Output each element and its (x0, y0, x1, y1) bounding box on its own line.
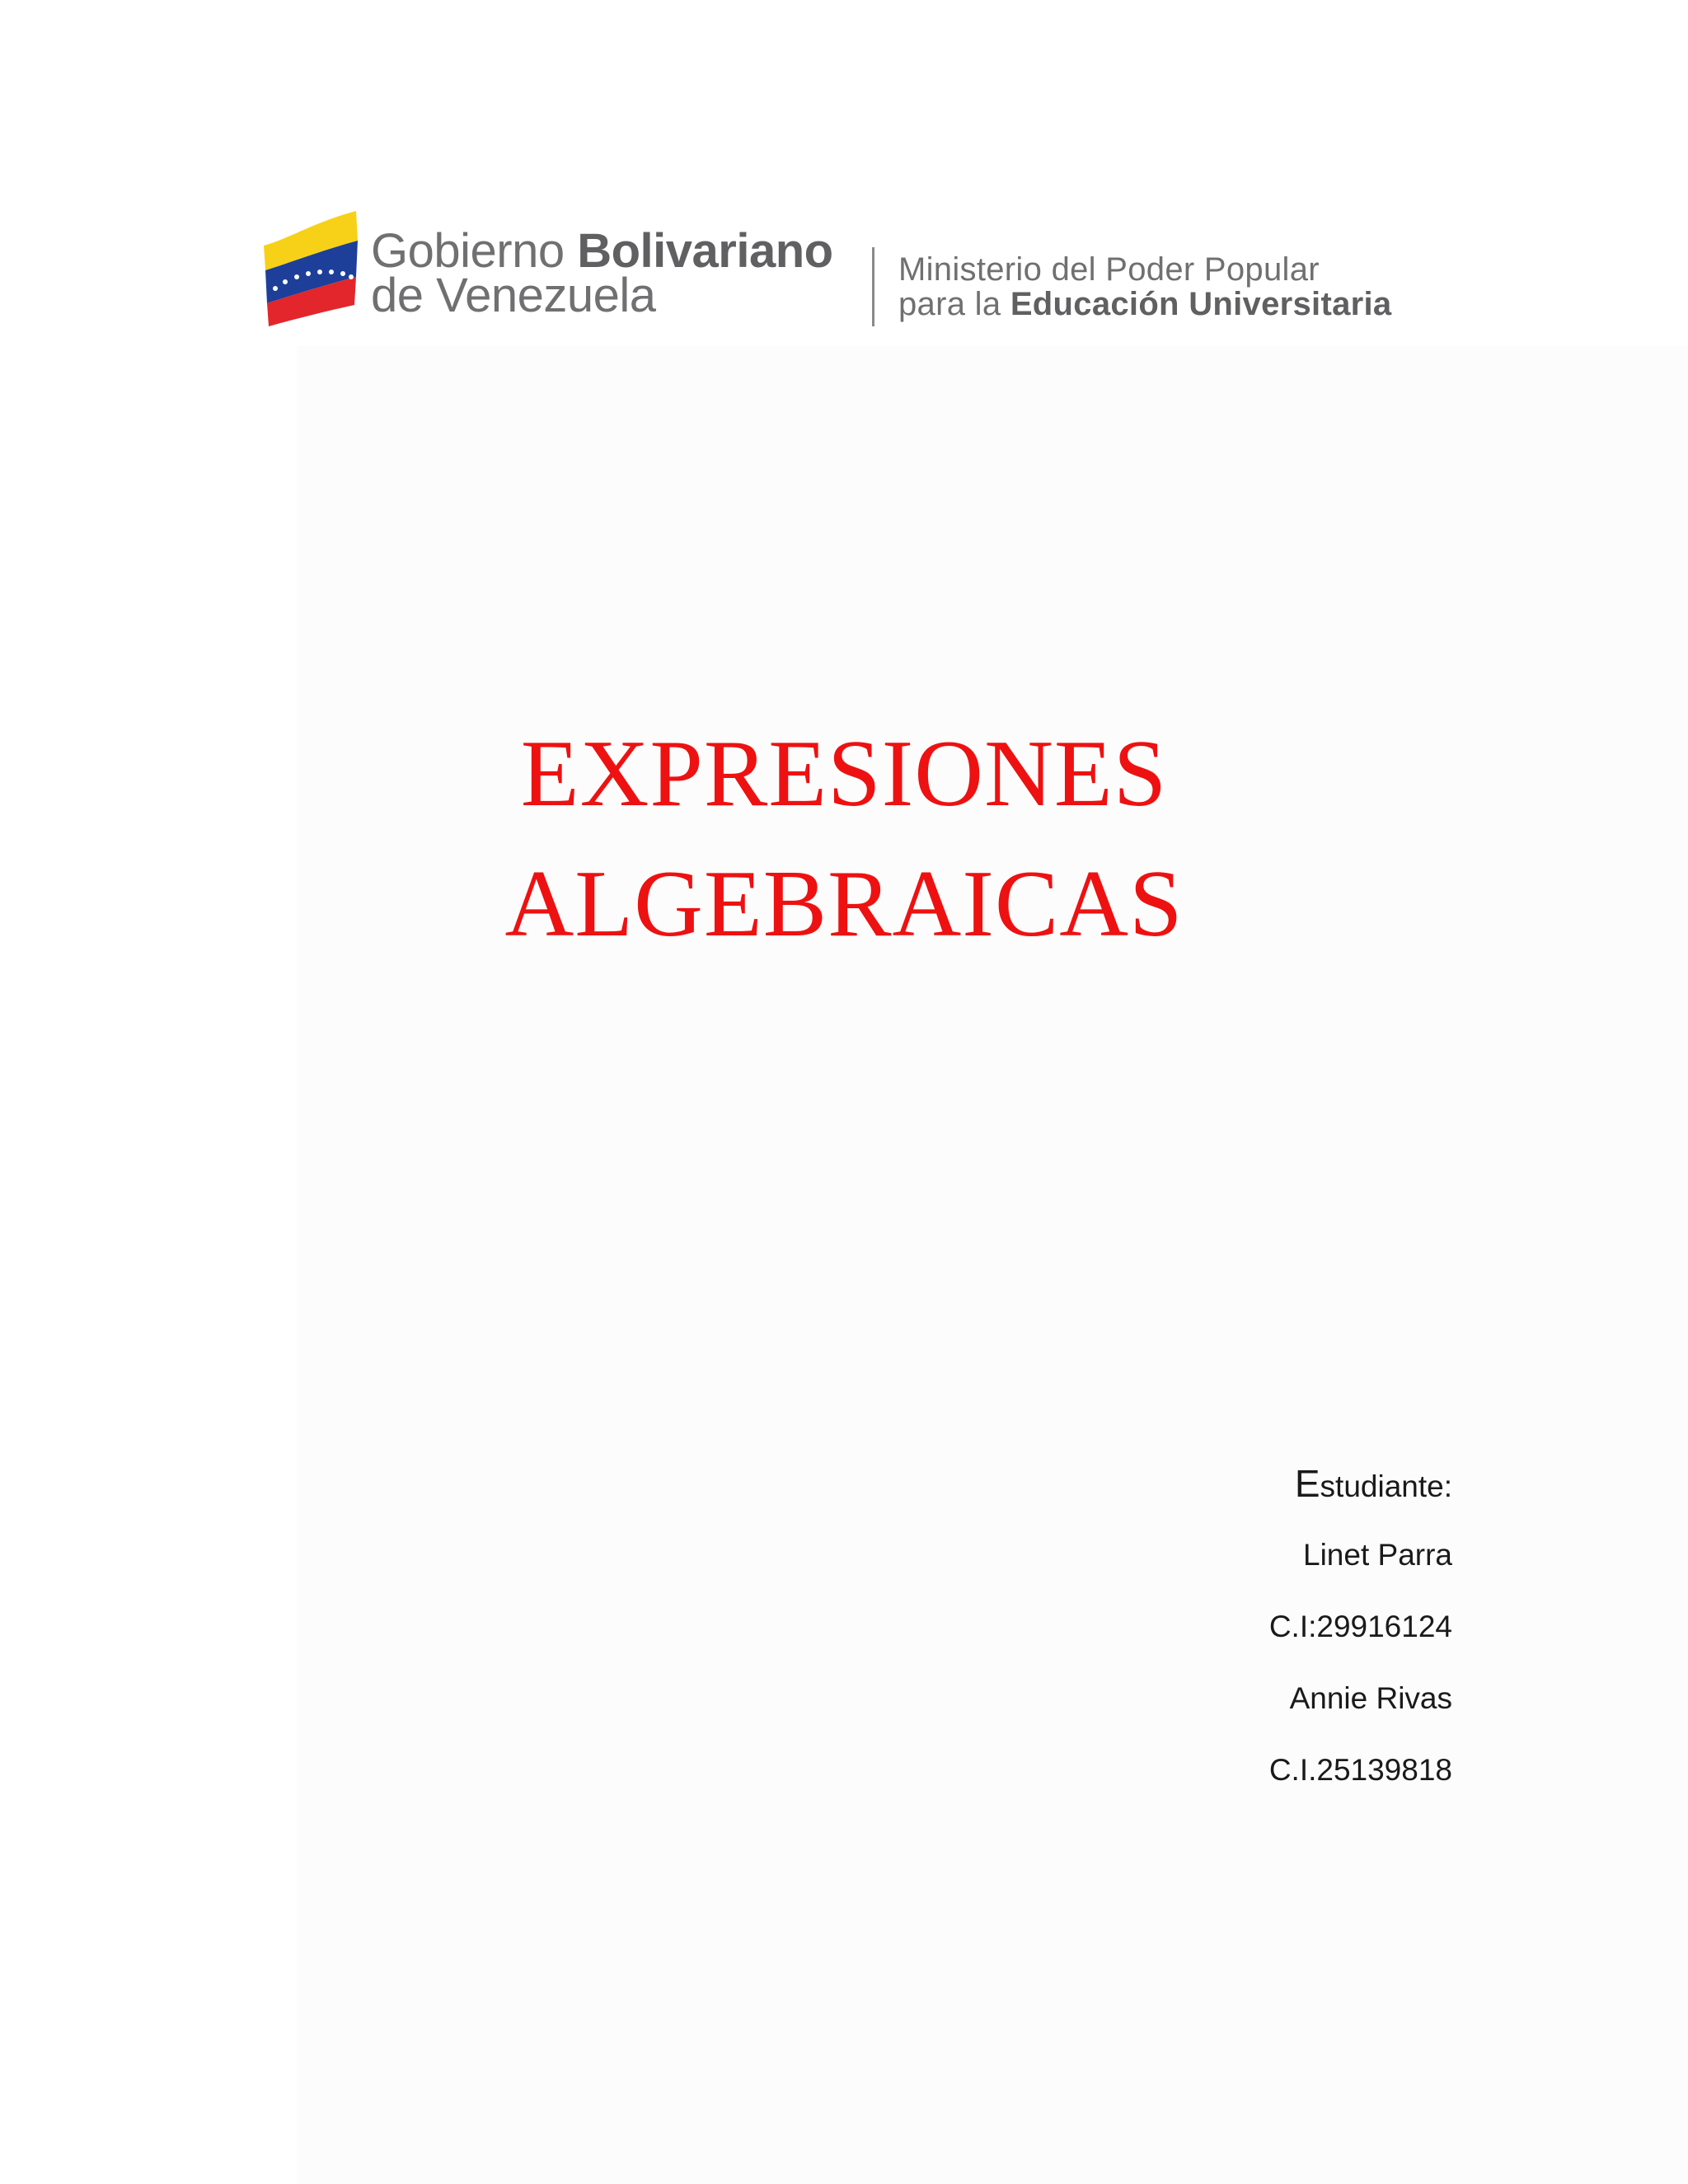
ministry-name-line2: para la Educación Universitaria (898, 286, 1392, 322)
document-title-line1: EXPRESIONES (520, 721, 1168, 827)
student-id: C.I:29916124 (1268, 1610, 1452, 1643)
logo-divider (872, 247, 874, 326)
page-background-tint (297, 346, 1688, 2184)
venezuela-flag-icon (256, 206, 363, 330)
student-info (1269, 1459, 1452, 1817)
student-name: Annie Rivas (1289, 1681, 1452, 1715)
government-name-line2: de Venezuela (371, 269, 656, 322)
student-name: Linet Parra (1303, 1538, 1452, 1572)
student-id: C.I.25139818 (1268, 1753, 1452, 1787)
student-label: Estudiante: (1294, 1462, 1452, 1505)
document-title-line2: ALGEBRAICAS (504, 851, 1184, 957)
document-title (0, 709, 1688, 969)
government-header-logo (256, 206, 1442, 338)
government-name (371, 224, 833, 322)
ministry-name-line1: Ministerio del Poder Popular (898, 251, 1320, 288)
government-name-line1: Gobierno Bolivariano (371, 224, 833, 278)
ministry-name (898, 252, 1391, 321)
